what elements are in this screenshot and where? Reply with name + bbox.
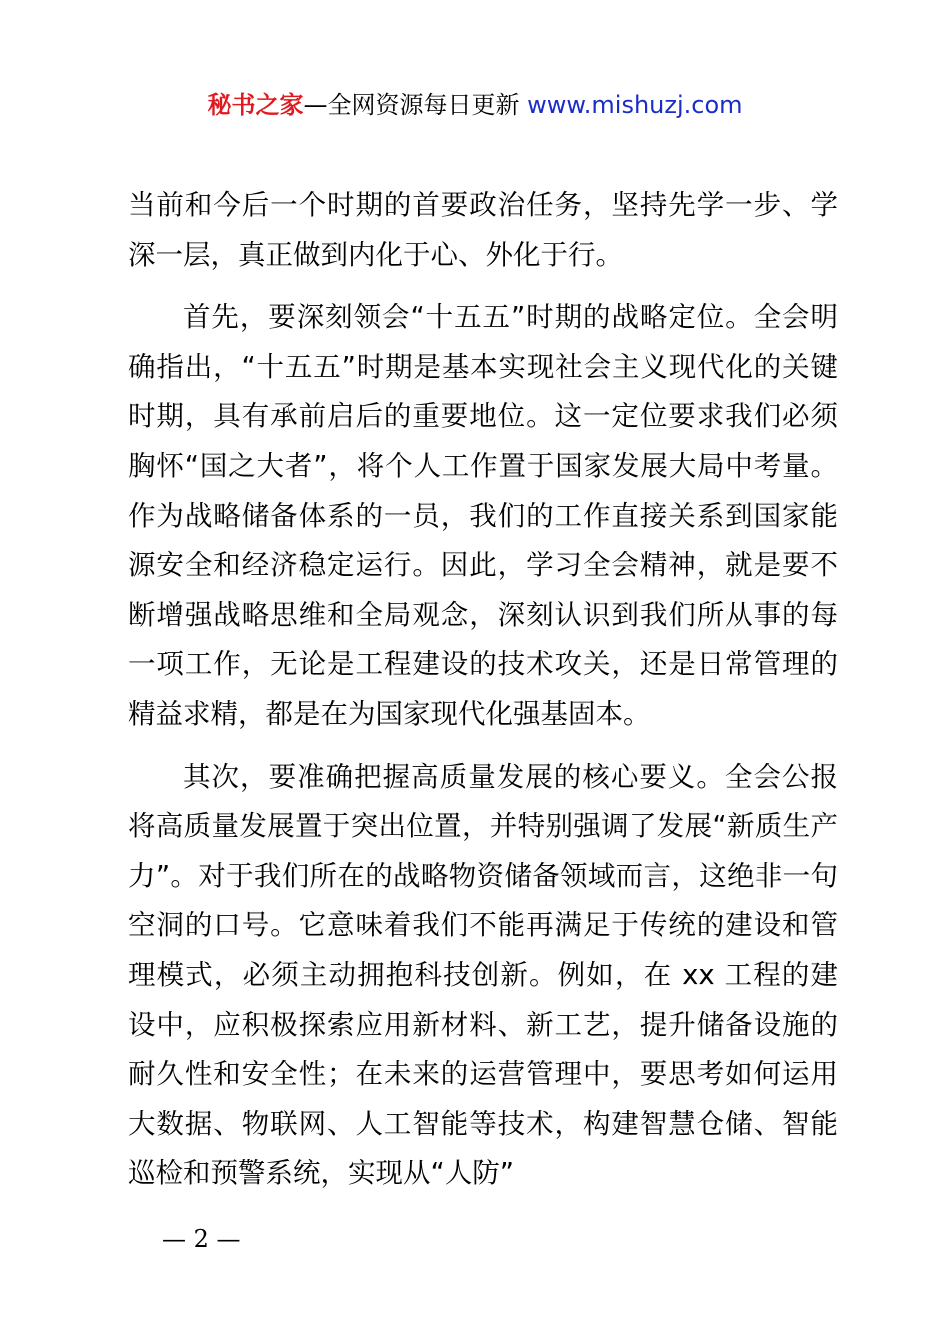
header-tagline: —全网资源每日更新 xyxy=(303,91,528,119)
paragraph-strategic-positioning: 首先，要深刻领会“十五五”时期的战略定位。全会明确指出，“十五五”时期是基本实现社会主义现代化的关键时期，具有承前启后的重要地位。这一定位要求我们必须胸怀“国之大者”，将个人工作置于国家发展大局中考量。作为战略储备体系的一员，我们的工作直接关系到国家能源安全和经济稳定运行。因此，学习全会精神，就是要不断增强战略思维和全局观念，深刻认识到我们所从事的每一项工作，无论是工程建设的技术攻关，还是日常管理的精益求精，都是在为国家现代化强基固本。 xyxy=(128,301,838,730)
page-header xyxy=(0,88,950,122)
brand-name: 秘书之家 xyxy=(207,91,304,119)
paragraph-high-quality-development: 其次，要准确把握高质量发展的核心要义。全会公报将高质量发展置于突出位置，并特别强调了发展“新质生产力”。对于我们所在的战略物资储备领域而言，这绝非一句空洞的口号。它意味着我们不能再满足于传统的建设和管理模式，必须主动拥抱科技创新。例如，在 xx 工程的建设中，应积极探索应用新材料、新工艺，提升储备设施的耐久性和安全性；在未来的运营管理中，要思考如何运用大数据、物联网、人工智能等技术，构建智慧仓储、智能巡检和预警系统，实现从“人防” xyxy=(128,760,838,1190)
paragraph-continuation: 当前和今后一个时期的首要政治任务，坚持先学一步、学深一层，真正做到内化于心、外化于行。 xyxy=(128,189,838,271)
site-url: www.mishuzj.com xyxy=(527,91,743,119)
page-number: — 2 — xyxy=(162,1225,241,1253)
document-body xyxy=(128,181,838,1199)
